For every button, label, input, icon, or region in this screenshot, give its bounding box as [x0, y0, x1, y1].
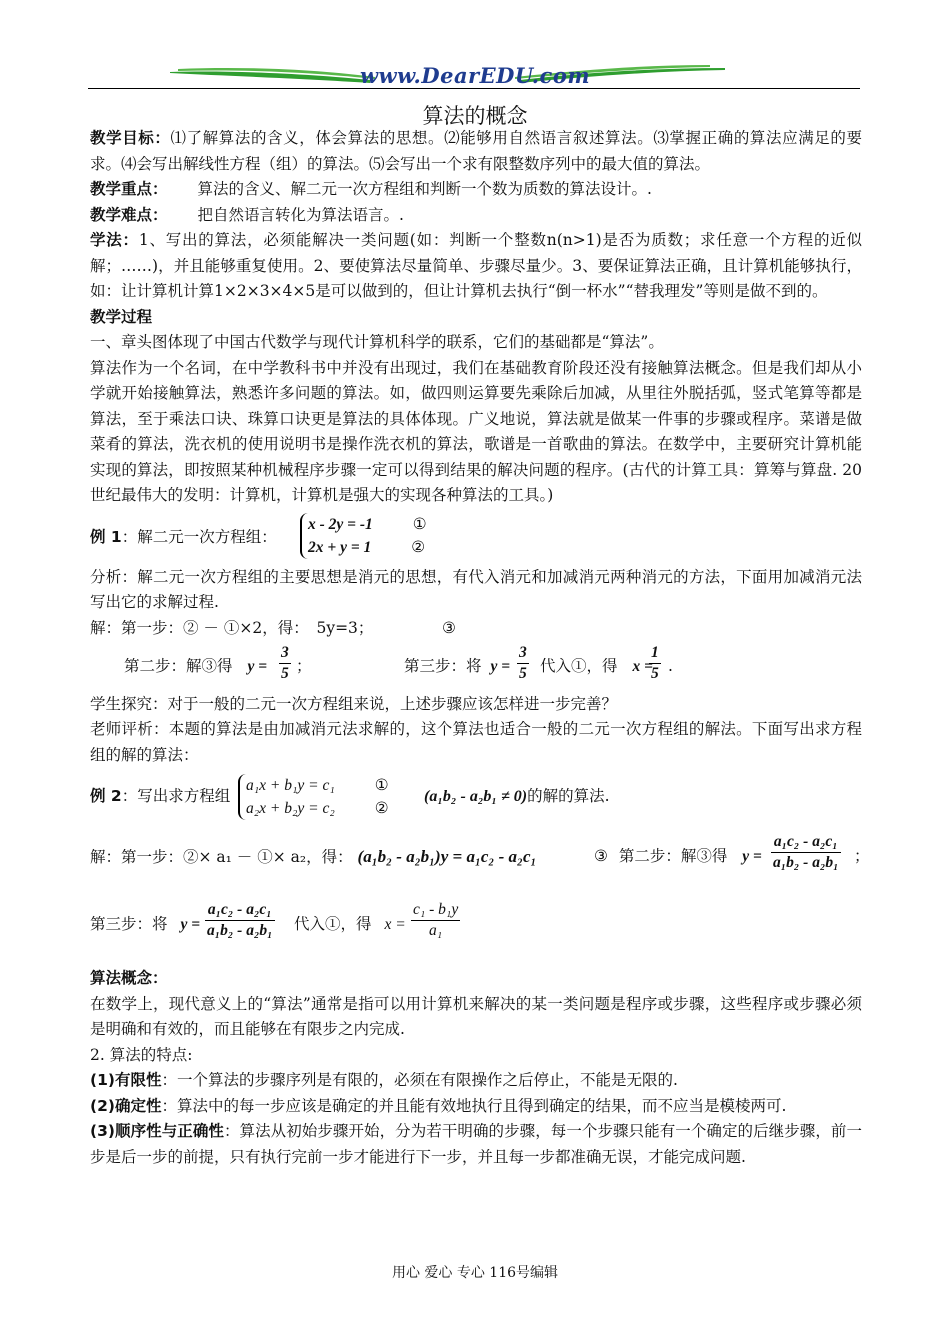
solution1-x-fraction [649, 643, 661, 684]
features-title: 2. 算法的特点: [90, 1045, 193, 1064]
example2-suffix: 的解的算法. [527, 787, 610, 805]
example1-eq2: 2x + y = 1 [308, 538, 372, 556]
solution2-step3-mid: 代入①，得 [294, 915, 372, 933]
solution2-step1-row [90, 830, 870, 894]
example2-mark1: ① [374, 776, 389, 794]
solution1-step3-fraction [517, 643, 529, 684]
key-points-text: 算法的含义、解二元一次方程组和判断一个数为质数的算法设计。. [197, 180, 652, 198]
study-method-label: 学法： [90, 231, 139, 249]
study-method-text: 1、写出的算法，必须能解决一类问题(如：判断一个整数n(n>1)是否为质数；求任意一个方程的近似解；……)，并且能够重复使用。2、要使算法尽量简单、步骤尽量少。3、要保证算法正确，且计算机能够执行，如：让计算机计算1×2×3×4×5是可以做到的，但让计算机去执行“倒一杯水”“替我理发”等则是做不到的。 [90, 231, 862, 300]
feature-text: ：一个算法的步骤序列是有限的，必须在有限操作之后停止，不能是无限的. [161, 1071, 678, 1089]
feature-label: (1)有限性 [90, 1071, 162, 1089]
document-body [90, 126, 870, 1170]
example2-condition: (a₁b₂ - a₂b₁ ≠ 0) [424, 788, 528, 805]
example1-eq1: x - 2y = -1 [308, 515, 373, 533]
study-method-paragraph [90, 228, 862, 305]
teacher-comment-paragraph: 老师评析：本题的算法是由加减消元法求解的，这个算法也适合一般的二元一次方程组的解法。下面写出求方程组的解的算法： [90, 720, 862, 764]
solution2-step1-eq: (a₁b₂ - a₂b₁)y = a₁c₂ - a₂c₁ [357, 847, 537, 866]
solution2-step3-fraction [205, 900, 275, 941]
solution2-step3-row [90, 894, 862, 966]
solution1-x-den: 5 [651, 664, 659, 682]
feature-item [90, 1068, 862, 1094]
solution2-step2-suffix: ； [854, 847, 870, 865]
solution1-x-lhs: x = [632, 657, 653, 675]
feature-text: ：算法中的每一步应该是确定的并且能有效地执行且得到确定的结果，而不应当是模棱两可. [161, 1096, 787, 1115]
solution1-step1-row [90, 616, 862, 640]
header-site-text: www.DearEDU.com [359, 63, 591, 88]
analysis-paragraph: 分析：解二元一次方程组的主要思想是消元的思想，有代入消元和加减消元两种消元的方法，下面用加减消元法写出它的求解过程. [90, 567, 862, 611]
example1-text: ：解二元一次方程组： [121, 527, 277, 546]
example2-text: ：写出求方程组 [121, 787, 231, 805]
difficulties-text: 把自然语言转化为算法语言。. [197, 205, 404, 224]
example2-row [90, 768, 862, 830]
key-points-label: 教学重点： [90, 180, 168, 198]
example2-mark2: ② [374, 799, 389, 817]
solution2-x-den: a₁ [429, 922, 443, 939]
solution1-step2-suffix: ； [296, 656, 312, 675]
solution2-y-num: a₁c₂ - a₂c₁ [771, 832, 841, 853]
solution1-step3-prefix: 第三步：将 [404, 656, 482, 675]
concept-paragraph: 在数学上，现代意义上的“算法”通常是指可以用计算机来解决的某一类问题是程序或步骤，这些程序或步骤必须是明确和有效的，而且能够在有限步之内完成. [90, 994, 862, 1038]
intro-paragraph: 一、章头图体现了中国古代数学与现代计算机科学的联系，它们的基础都是“算法”。 [90, 333, 664, 351]
solution1-step3-suffix: . [668, 656, 673, 675]
solution2-y-lhs: y = [742, 848, 762, 865]
solution1-step3-mid: 代入①，得 [540, 656, 618, 675]
page-footer: 用心 爱心 专心 116号编辑 [391, 1265, 559, 1281]
page-title: 算法的概念 [422, 104, 528, 128]
algorithm-paragraph: 算法作为一个名词，在中学教科书中并没有出现过，我们在基础教育阶段还没有接触算法概念。但是我们却从小学就开始接触算法，熟悉许多问题的算法。如，做四则运算要先乘除后加减，从里往外脱括弧，竖式笔算等都是算法，至于乘法口诀、珠算口诀更是算法的具体体现。广义地说，算法就是做某一件事的步骤或程序。菜谱是做菜肴的算法，洗衣机的使用说明书是操作洗衣机的算法，歌谱是一首歌曲的算法。在数学中，主要研究计算机能实现的算法，即按照某种机械程序步骤一定可以得到结果的解决问题的程序。(古代的计算工具：算筹与算盘. 20世纪最伟大的发明：计算机，计算机是强大的实现各种算法的工具。) [90, 358, 862, 504]
example1-label: 例 1 [90, 527, 122, 546]
student-explore-paragraph: 学生探究：对于一般的二元一次方程组来说，上述步骤应该怎样进一步完善？ [90, 694, 618, 713]
example2-eq2: a₂x + b₂y = c₂ [246, 800, 335, 817]
solution1-y-den: 5 [281, 664, 289, 682]
solution2-x-fraction [411, 900, 460, 941]
solution2-step3-prefix: 第三步：将 [90, 915, 168, 933]
solution2-step1-prefix: 解：第一步：②× a₁ － ①× a₂，得： [90, 848, 353, 866]
feature-item [90, 1119, 862, 1170]
solution2-step1-mark: ③ [594, 847, 608, 865]
feature-item [90, 1094, 862, 1120]
feature-label: (2)确定性 [90, 1096, 162, 1115]
example1-system [300, 513, 427, 559]
example2-eq1: a₁x + b₁y = c₁ [246, 777, 335, 794]
solution1-step3-y: y = [490, 657, 511, 675]
solution1-steps-row [90, 640, 862, 692]
example2-system [238, 774, 389, 820]
solution2-y-fraction [771, 832, 841, 873]
solution2-step3-den: a₁b₂ - a₂b₁ [207, 922, 273, 939]
header-rule [88, 88, 860, 89]
feature-label: (3)顺序性与正确性 [90, 1122, 224, 1140]
solution1-step2 [124, 654, 267, 680]
objectives-text: ⑴了解算法的含义，体会算法的思想。⑵能够用自然语言叙述算法。⑶掌握正确的算法应满足的要求。⑷会写出解线性方程（组）的算法。⑸会写出一个求有限整数序列中的最大值的算法。 [90, 129, 862, 173]
solution1-y-lhs: y = [247, 657, 268, 675]
solution1-step3-mid-wrap [540, 654, 653, 680]
feature-text: ：算法从初始步骤开始，分为若干明确的步骤，每一个步骤只能有一个确定的后继步骤，前一步是后一步的前提，只有执行完前一步才能进行下一步，并且每一步都准确无误，才能完成问题. [90, 1122, 862, 1166]
key-points-paragraph [90, 177, 862, 203]
solution1-step1: 解：第一步：② － ①×2，得： 5y=3； [90, 618, 374, 637]
concept-heading: 算法概念： [90, 969, 168, 987]
process-heading: 教学过程 [90, 307, 153, 326]
solution2-step3-num: a₁c₂ - a₂c₁ [205, 900, 275, 921]
solution2-step2-prefix: 第二步：解③得 [618, 847, 728, 865]
solution2-x-num: c₁ - b₁y [411, 900, 460, 921]
solution1-step2-prefix: 第二步：解③得 [124, 656, 233, 675]
difficulties-label: 教学难点： [90, 205, 168, 224]
example1-mark1: ① [412, 514, 427, 533]
objectives-label: 教学目标： [90, 129, 171, 147]
solution1-step3-num: 3 [517, 643, 529, 664]
solution2-x-lhs: x = [384, 916, 406, 933]
solution1-y-fraction [279, 643, 291, 684]
solution2-y-den: a₁b₂ - a₂b₁ [773, 854, 839, 871]
solution1-step3 [404, 654, 510, 680]
difficulties-paragraph [90, 203, 862, 229]
solution1-x-num: 1 [649, 643, 661, 664]
example1-row [90, 509, 862, 565]
objectives-paragraph [90, 126, 862, 177]
solution1-step1-mark: ③ [442, 618, 456, 637]
solution1-step3-den: 5 [519, 664, 527, 682]
example2-label: 例 2 [90, 787, 122, 805]
solution1-y-num: 3 [279, 643, 291, 664]
example1-mark2: ② [411, 537, 426, 556]
solution2-step3-y: y = [180, 916, 201, 933]
